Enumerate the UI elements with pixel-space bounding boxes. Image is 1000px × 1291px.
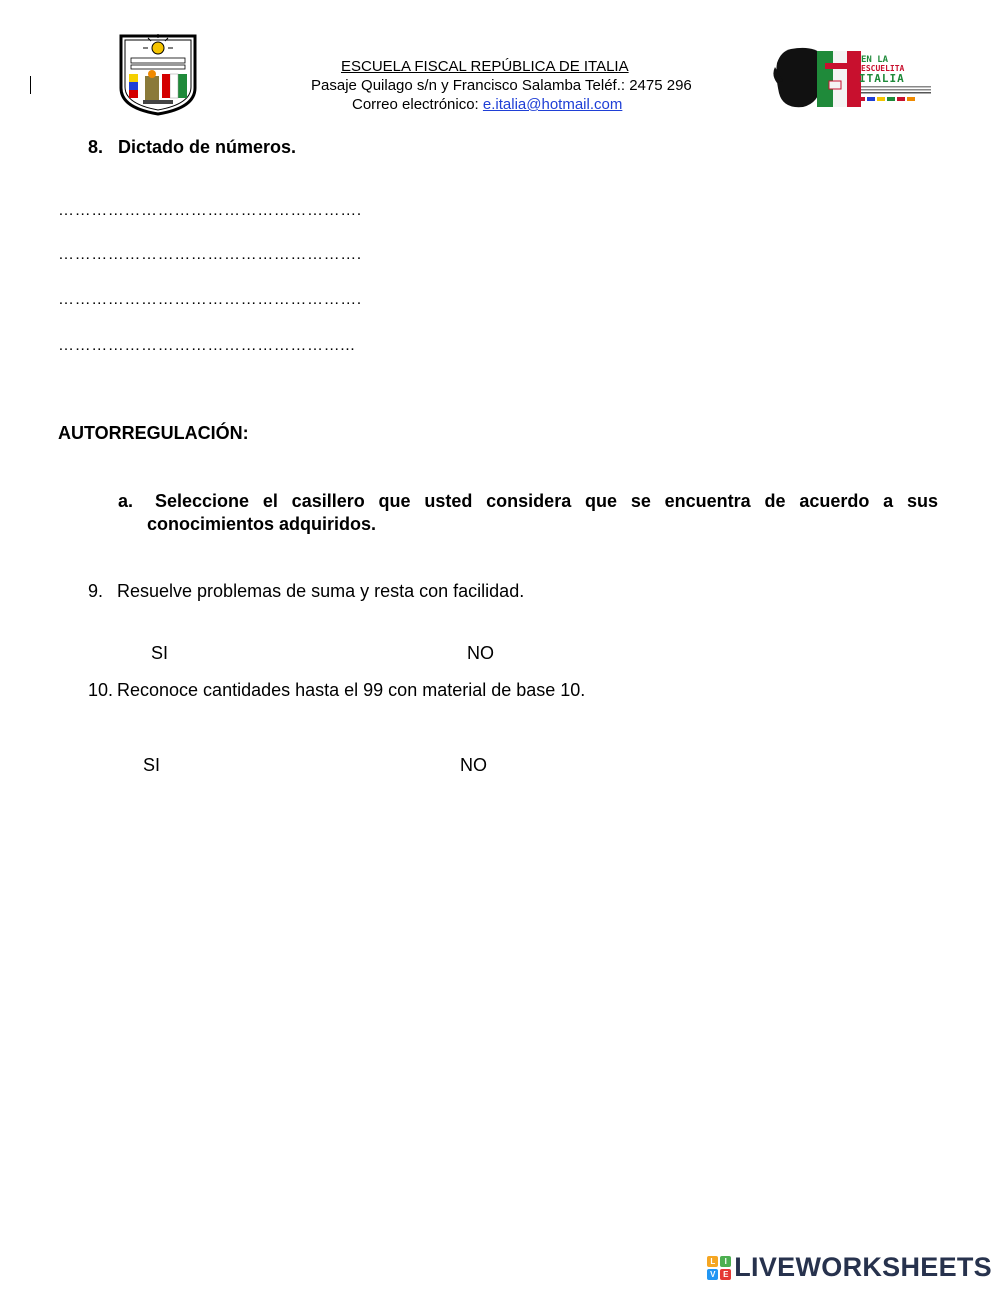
question-9-option-si[interactable]: SI xyxy=(151,643,169,663)
question-10-option-no[interactable]: NO xyxy=(460,755,487,775)
icon-letter-v: V xyxy=(707,1269,718,1280)
instruction-line-2: conocimientos adquiridos. xyxy=(147,514,377,534)
icon-letter-i: I xyxy=(720,1256,731,1267)
question-9-option-no[interactable]: NO xyxy=(467,643,494,663)
answer-line-1[interactable]: ………………………………………………. xyxy=(58,202,362,219)
self-regulation-instruction xyxy=(118,490,938,536)
school-name: ESCUELA FISCAL REPÚBLICA DE ITALIA xyxy=(341,58,629,75)
self-regulation-heading: AUTORREGULACIÓN: xyxy=(58,423,249,443)
escuelita-italia-logo xyxy=(773,45,933,116)
liveworksheets-brand: LIVEWORKSHEETS xyxy=(734,1252,992,1282)
question-10-text: Reconoce cantidades hasta el 99 con material de base 10. xyxy=(117,680,586,700)
question-10-number: 10. xyxy=(88,680,114,700)
school-crest-logo xyxy=(115,30,201,121)
question-9 xyxy=(88,581,524,602)
icon-letter-e: E xyxy=(720,1269,731,1280)
question-8-heading xyxy=(88,137,296,158)
question-8-number: 8. xyxy=(88,137,104,157)
icon-letter-l: L xyxy=(707,1256,718,1267)
logo-text-line3: ITALIA xyxy=(859,72,905,85)
instruction-label: a. xyxy=(118,491,134,511)
answer-line-3[interactable]: ………………………………………………. xyxy=(58,291,362,308)
question-9-number: 9. xyxy=(88,581,104,601)
logo-text-line2: ESCUELITA xyxy=(861,64,905,73)
question-10 xyxy=(88,680,585,701)
instruction-line-1: Seleccione el casillero que usted considera que se encuentra de acuerdo a sus xyxy=(155,491,938,511)
logo-text-line1: EN LA xyxy=(861,55,889,65)
question-10-option-si[interactable]: SI xyxy=(143,755,161,775)
text-cursor xyxy=(30,76,31,94)
question-8-title: Dictado de números. xyxy=(118,137,297,157)
liveworksheets-watermark xyxy=(707,1252,992,1283)
answer-line-4[interactable]: ……………………………………………... xyxy=(58,337,356,354)
question-9-text: Resuelve problemas de suma y resta con facilidad. xyxy=(117,581,525,601)
email-link[interactable]: e.italia@hotmail.com xyxy=(482,96,623,113)
school-email-line xyxy=(352,96,622,113)
email-label: Correo electrónico: xyxy=(352,96,483,113)
school-address: Pasaje Quilago s/n y Francisco Salamba Teléf.: 2475 296 xyxy=(311,77,692,94)
liveworksheets-icon xyxy=(707,1256,731,1280)
answer-line-2[interactable]: ………………………………………………. xyxy=(58,246,362,263)
